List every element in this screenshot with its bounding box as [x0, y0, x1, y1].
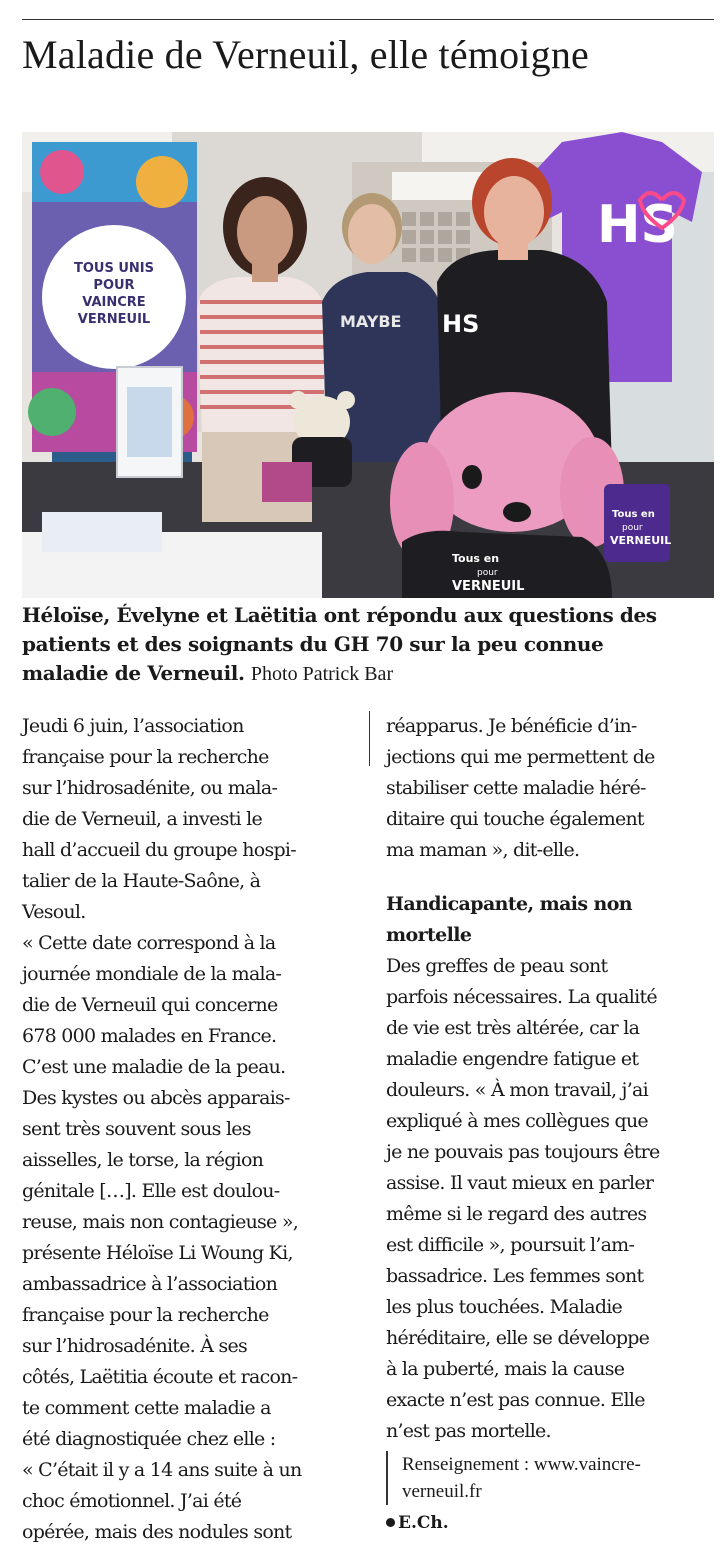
- body-line: présente Héloïse Li Woung Ki,: [22, 1242, 293, 1264]
- purple-mug: [604, 484, 671, 562]
- body-line: 678 000 malades en France.: [22, 1025, 277, 1047]
- plush-shirt-line-3: VERNEUIL: [452, 579, 525, 594]
- body-line: jections qui me permettent de: [386, 746, 655, 768]
- info-box: [386, 1451, 728, 1505]
- bullet-icon: [386, 1518, 395, 1527]
- body-line: die de Verneuil, a investi le: [22, 808, 262, 830]
- author-signature: [386, 1511, 728, 1535]
- signature-text: E.Ch.: [398, 1513, 449, 1533]
- body-line: expliqué à mes collègues que: [386, 1110, 648, 1132]
- photo-caption: [22, 601, 716, 689]
- body-line: journée mondiale de la mala-: [22, 963, 282, 985]
- body-line: talier de la Haute-Saône, à: [22, 870, 261, 892]
- subheading-line-1: Handicapante, mais non: [386, 893, 633, 915]
- body-line: héréditaire, elle se développe: [386, 1327, 650, 1349]
- shirt-hs-text: HS: [597, 195, 678, 255]
- body-line: les plus touchées. Maladie: [386, 1296, 623, 1318]
- body-line: te comment cette maladie a: [22, 1397, 271, 1419]
- body-line: ditaire qui touche également: [386, 808, 644, 830]
- body-line: douleurs. « À mon travail, j’ai: [386, 1079, 648, 1101]
- caption-line-2: patients et des soignants du GH 70 sur la peu connue: [22, 632, 604, 656]
- body-line: de vie est très altérée, car la: [386, 1017, 640, 1039]
- info-line-1: Renseignement : www.vaincre-: [402, 1454, 641, 1475]
- plush-shirt-line-2: pour: [477, 568, 498, 578]
- body-line: française pour la recherche: [22, 1304, 269, 1326]
- body-line: n’est pas mortelle.: [386, 1420, 551, 1442]
- body-line: est difficile », poursuit l’am-: [386, 1234, 635, 1256]
- banner-line-3: VAINCRE: [82, 295, 146, 310]
- body-line: reuse, mais non contagieuse »,: [22, 1211, 298, 1233]
- paragraph-gap: [386, 866, 728, 889]
- body-line: stabiliser cette maladie héré-: [386, 777, 646, 799]
- body-line: Vesoul.: [22, 901, 86, 923]
- body-line: bassadrice. Les femmes sont: [386, 1265, 644, 1287]
- top-rule: [22, 19, 714, 20]
- mug-line-3: VERNEUIL: [610, 534, 672, 547]
- subheading-line-2: mortelle: [386, 924, 472, 946]
- body-line: à la puberté, mais la cause: [386, 1358, 625, 1380]
- body-line: française pour la recherche: [22, 746, 269, 768]
- body-line: hall d’accueil du groupe hospi-: [22, 839, 296, 861]
- article-photo: [22, 132, 714, 598]
- body-line: côtés, Laëtitia écoute et racon-: [22, 1366, 298, 1388]
- body-line: « C’était il y a 14 ans suite à un: [22, 1459, 302, 1481]
- body-line: exacte n’est pas connue. Elle: [386, 1389, 645, 1411]
- body-line: opérée, mais des nodules sont: [22, 1521, 292, 1543]
- body-line: C’est une maladie de la peau.: [22, 1056, 286, 1078]
- body-line: assise. Il vaut mieux en parler: [386, 1172, 654, 1194]
- mug-line-2: pour: [622, 523, 643, 533]
- body-line: maladie engendre fatigue et: [386, 1048, 639, 1070]
- article-headline: Maladie de Verneuil, elle témoigne: [22, 32, 589, 77]
- body-line: sur l’hidrosadénite. À ses: [22, 1335, 247, 1357]
- body-line: Des greffes de peau sont: [386, 955, 608, 977]
- shirt-maybe-text: MAYBE: [340, 312, 402, 331]
- body-line: ma maman », dit-elle.: [386, 839, 580, 861]
- mug-line-1: Tous en: [612, 509, 655, 520]
- caption-line-3: maladie de Verneuil.: [22, 661, 245, 685]
- body-line: ambassadrice à l’association: [22, 1273, 278, 1295]
- body-line: génitale […]. Elle est doulou-: [22, 1180, 280, 1202]
- body-line: die de Verneuil qui concerne: [22, 994, 278, 1016]
- body-line: choc émotionnel. J’ai été: [22, 1490, 242, 1512]
- column-divider: [369, 711, 370, 766]
- body-line: « Cette date correspond à la: [22, 932, 276, 954]
- body-line: parfois nécessaires. La qualité: [386, 986, 657, 1008]
- photo-credit: Photo Patrick Bar: [250, 663, 394, 685]
- body-line: je ne pouvais pas toujours être: [386, 1141, 660, 1163]
- body-line: sur l’hidrosadénite, ou mala-: [22, 777, 278, 799]
- banner-line-4: VERNEUIL: [77, 312, 151, 327]
- body-line: été diagnostiquée chez elle :: [22, 1428, 276, 1450]
- body-line: Jeudi 6 juin, l’association: [22, 715, 244, 737]
- body-line: sent très souvent sous les: [22, 1118, 251, 1140]
- body-line: Des kystes ou abcès apparais-: [22, 1087, 290, 1109]
- left-column: [22, 711, 368, 1548]
- body-line: aisselles, le torse, la région: [22, 1149, 264, 1171]
- right-column: [386, 711, 728, 1535]
- plush-shirt-line-1: Tous en: [452, 552, 500, 565]
- caption-line-1: Héloïse, Évelyne et Laëtitia ont répondu aux questions des: [22, 603, 657, 627]
- body-line: même si le regard des autres: [386, 1203, 647, 1225]
- banner-line-2: POUR: [93, 278, 135, 293]
- shirt-hs-black-text: HS: [442, 310, 480, 338]
- banner-line-1: TOUS UNIS: [74, 261, 154, 276]
- info-line-2: verneuil.fr: [402, 1481, 482, 1502]
- body-line: réapparus. Je bénéficie d’in-: [386, 715, 637, 737]
